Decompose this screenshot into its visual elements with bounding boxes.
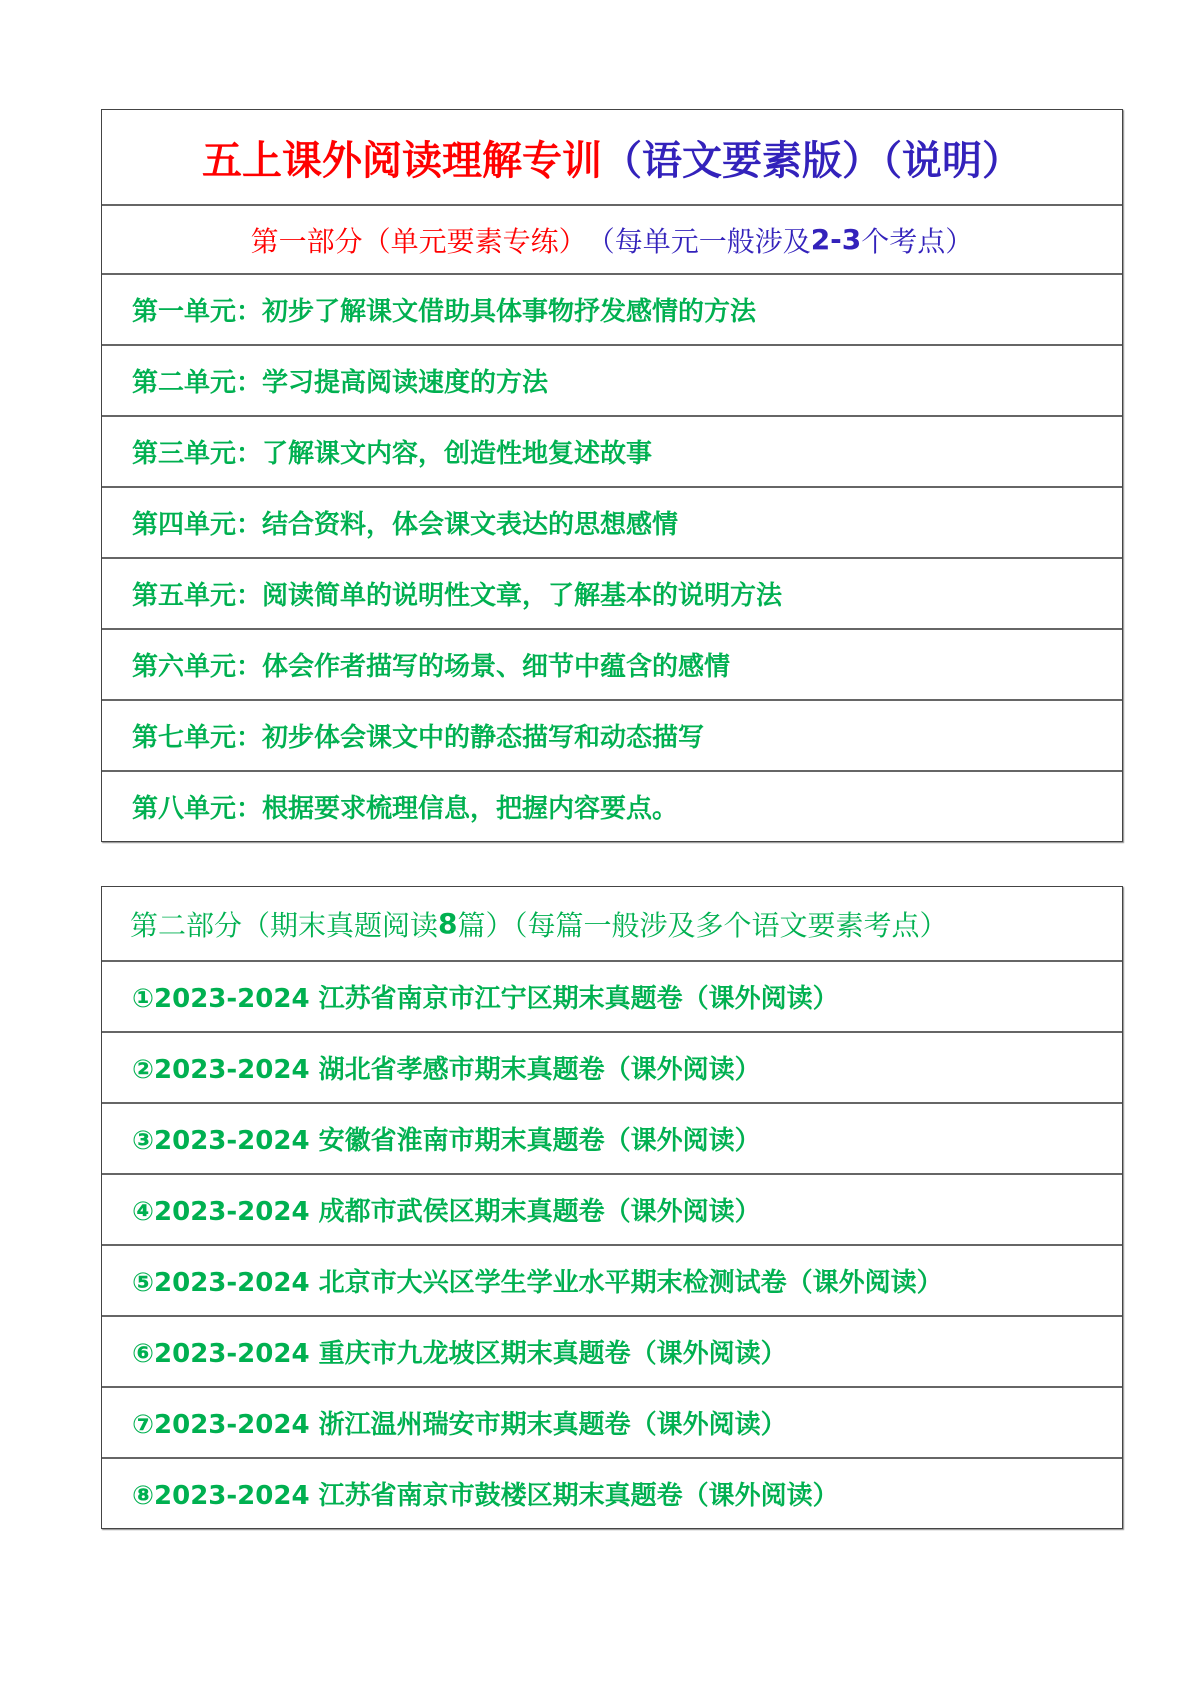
exam-row: ②2023-2024 湖北省孝感市期末真题卷（课外阅读）: [102, 1031, 1122, 1102]
unit-row: 第六单元：体会作者描写的场景、细节中蕴含的感情: [102, 628, 1122, 699]
title-main: 五上课外阅读理解专训: [202, 136, 602, 184]
part2-header-note: 篇）（每篇一般涉及多个语文要素考点）: [457, 908, 948, 942]
part1-header: [102, 204, 1122, 273]
exam-row: ①2023-2024 江苏省南京市江宁区期末真题卷（课外阅读）: [102, 960, 1122, 1031]
exam-row: ③2023-2024 安徽省淮南市期末真题卷（课外阅读）: [102, 1102, 1122, 1173]
exam-row: ⑥2023-2024 重庆市九龙坡区期末真题卷（课外阅读）: [102, 1315, 1122, 1386]
unit-row: 第三单元：了解课文内容，创造性地复述故事: [102, 415, 1122, 486]
unit-row: 第八单元：根据要求梳理信息，把握内容要点。: [102, 770, 1122, 841]
exam-row: ④2023-2024 成都市武侯区期末真题卷（课外阅读）: [102, 1173, 1122, 1244]
document-title: [102, 110, 1122, 204]
exam-row: ⑧2023-2024 江苏省南京市鼓楼区期末真题卷（课外阅读）: [102, 1457, 1122, 1528]
part1-header-label: 第一部分（单元要素专练）: [250, 224, 587, 258]
part1-header-note: （每单元一般涉及: [586, 224, 811, 258]
part2-header-label: 第二部分（期末真题阅读: [130, 908, 439, 942]
unit-row: 第七单元：初步体会课文中的静态描写和动态描写: [102, 699, 1122, 770]
title-suffix: （语文要素版）（说明）: [602, 136, 1022, 184]
exam-row: ⑦2023-2024 浙江温州瑞安市期末真题卷（课外阅读）: [102, 1386, 1122, 1457]
unit-row: 第一单元：初步了解课文借助具体事物抒发感情的方法: [102, 273, 1122, 344]
part1-header-note-end: 个考点）: [861, 224, 974, 258]
unit-row: 第二单元：学习提高阅读速度的方法: [102, 344, 1122, 415]
part2-header-count: 8: [438, 907, 458, 940]
part1-header-count: 2-3: [810, 223, 862, 256]
part2-header: [102, 887, 1122, 960]
unit-row: 第四单元：结合资料，体会课文表达的思想感情: [102, 486, 1122, 557]
part2-table: [101, 886, 1123, 1529]
part1-table: [101, 109, 1123, 842]
exam-row: ⑤2023-2024 北京市大兴区学生学业水平期末检测试卷（课外阅读）: [102, 1244, 1122, 1315]
unit-row: 第五单元：阅读简单的说明性文章，了解基本的说明方法: [102, 557, 1122, 628]
